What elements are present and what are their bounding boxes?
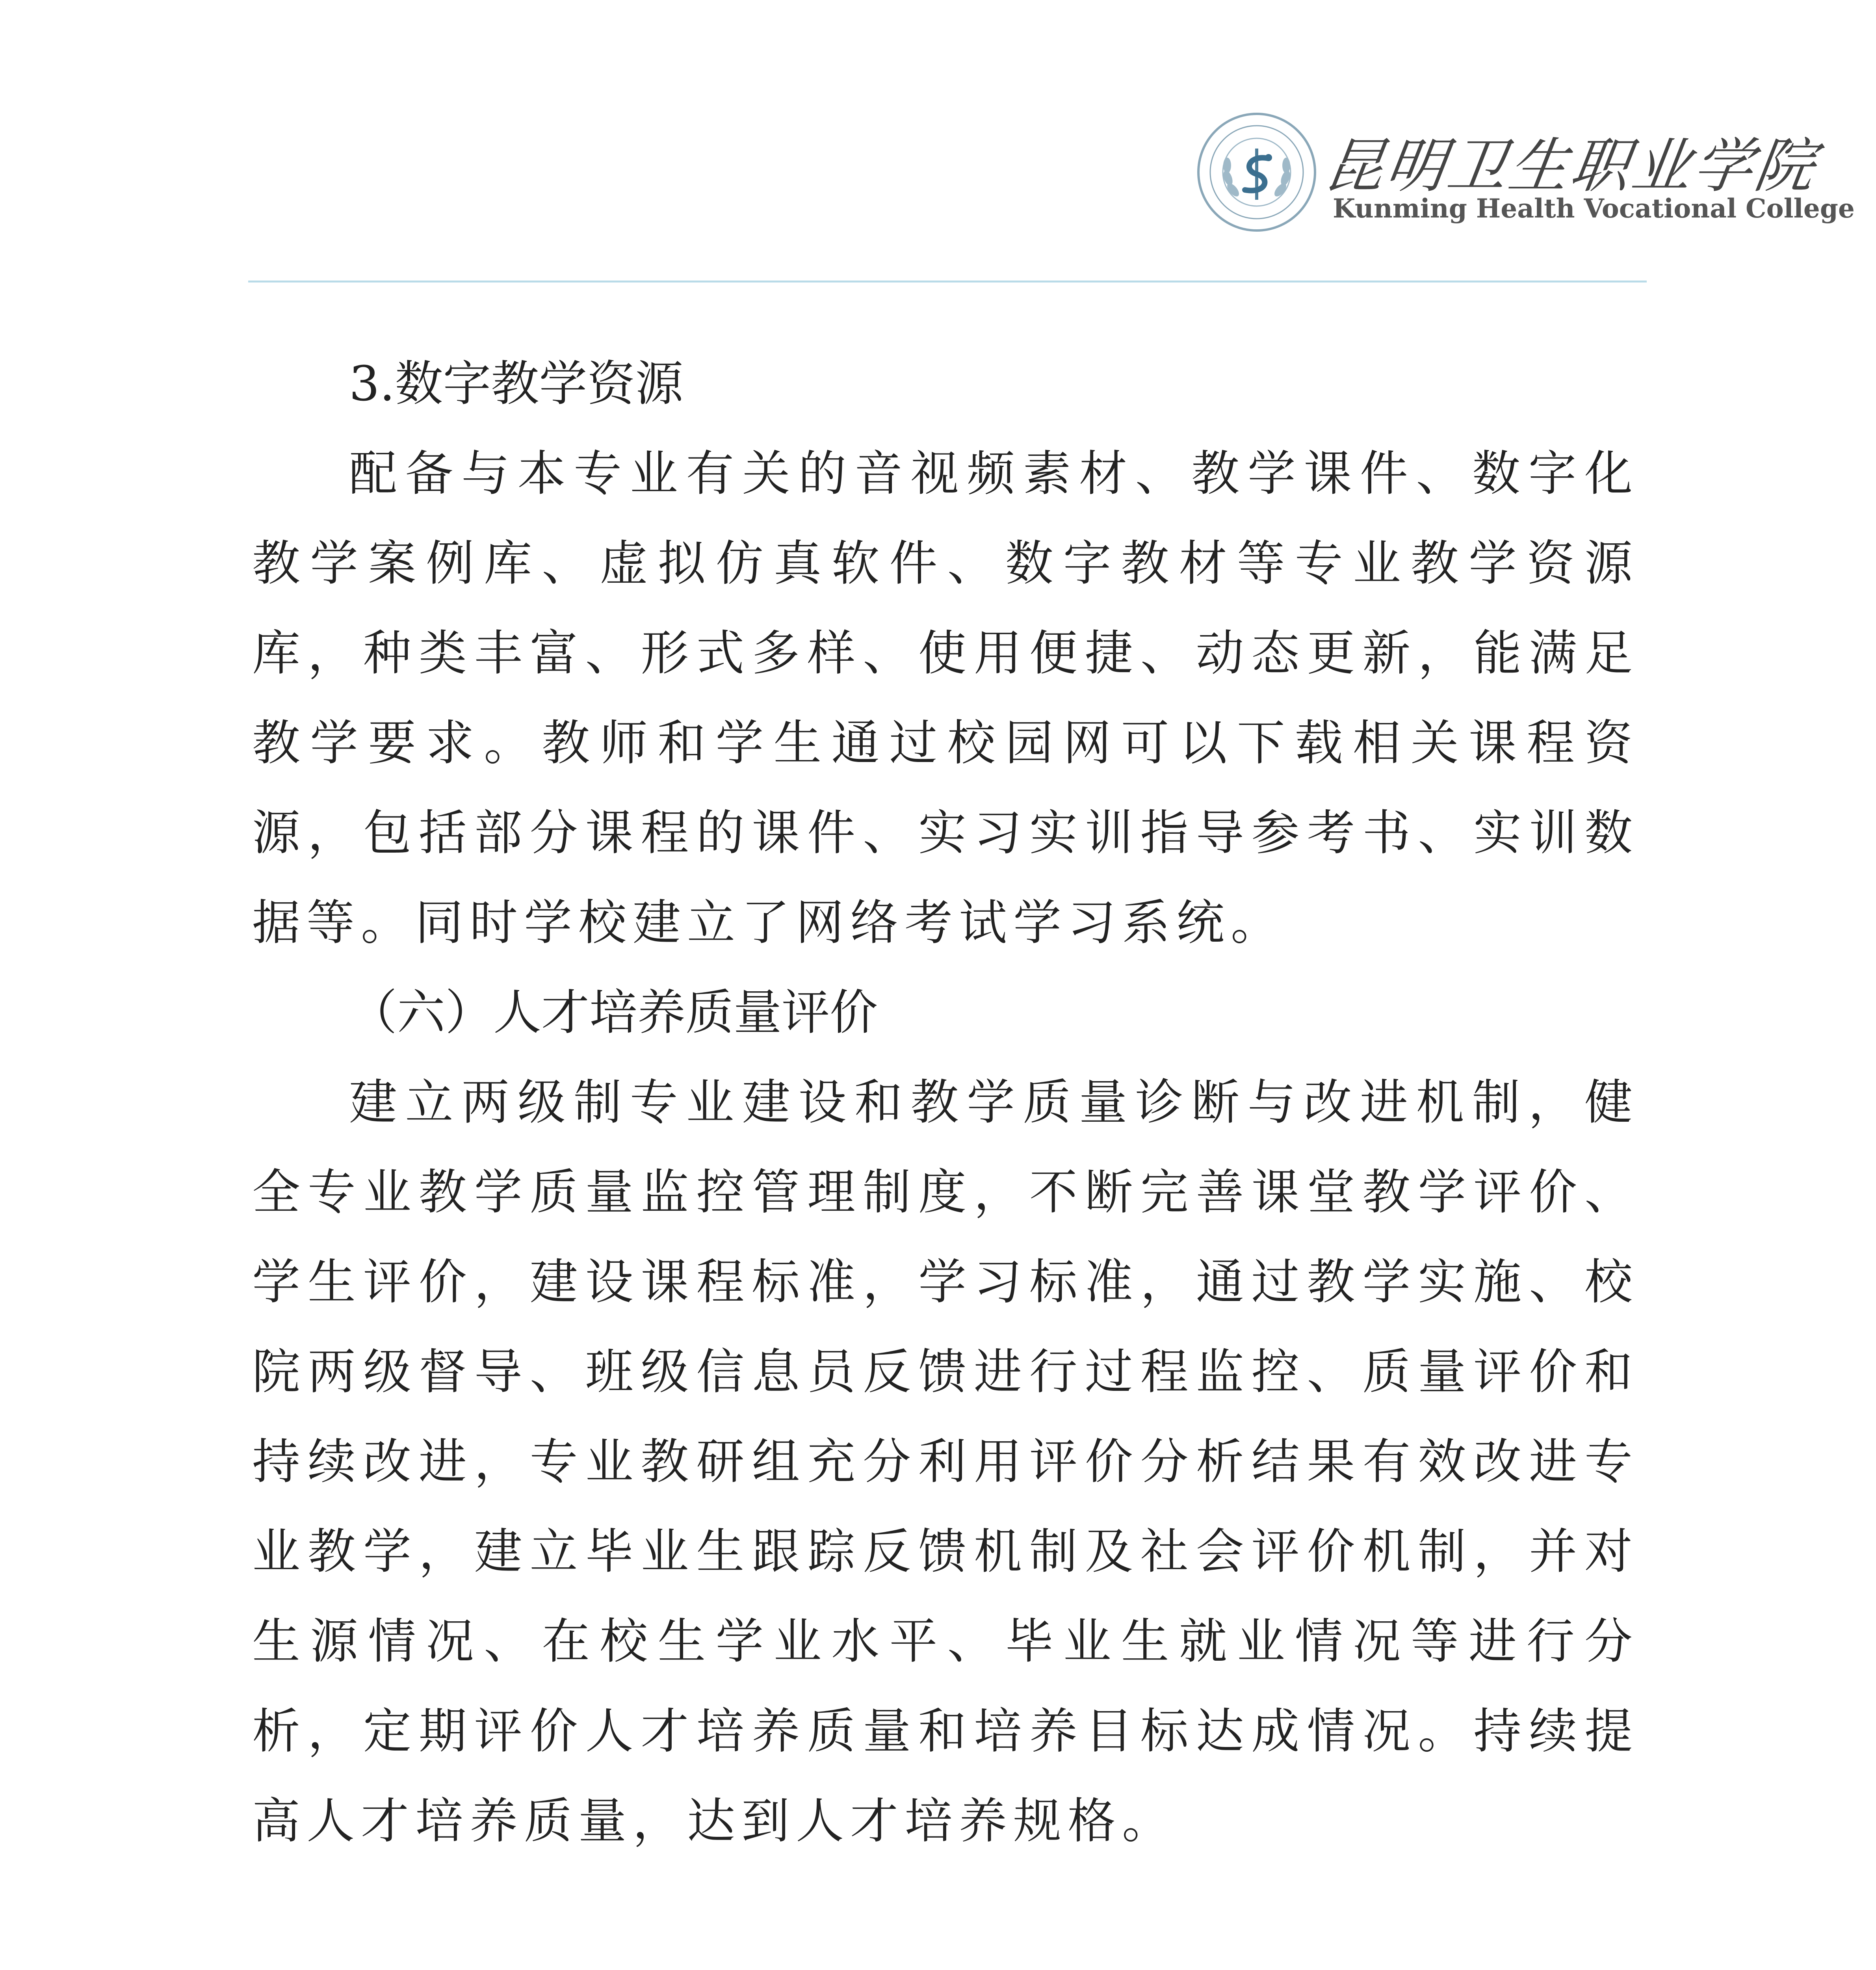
- paragraph-digital-resources: 配备与本专业有关的音视频素材、教学课件、数字化教学案例库、虚拟仿真软件、数字教材等专业教学资源库，种类丰富、形式多样、使用便捷、动态更新，能满足教学要求。教师和学生通过校园网可以下载相关课程资源，包括部分课程的课件、实习实训指导参考书、实训数据等。同时学校建立了网络考试学习系统。: [252, 446, 1639, 951]
- header-divider: [248, 281, 1647, 282]
- subsection-heading-digital-resources: 3.数字教学资源: [349, 356, 684, 412]
- section-heading-quality-evaluation: （六）人才培养质量评价: [349, 985, 878, 1041]
- paragraph-quality-evaluation: 建立两级制专业建设和教学质量诊断与改进机制，健全专业教学质量监控管理制度，不断完善课堂教学评价、学生评价，建设课程标准，学习标准，通过教学实施、校院两级督导、班级信息员反馈进行过程监控、质量评价和持续改进，专业教研组充分利用评价分析结果有效改进专业教学，建立毕业生跟踪反馈机制及社会评价机制，并对生源情况、在校生学业水平、毕业生就业情况等进行分析，定期评价人才培养质量和培养目标达成情况。持续提高人才培养质量，达到人才培养规格。: [252, 1074, 1639, 1849]
- page-header: [0, 0, 1876, 284]
- document-body: [252, 339, 1639, 1866]
- college-seal-icon: [1196, 111, 1318, 233]
- college-name-english: Kunming Health Vocational College: [1333, 193, 1855, 224]
- college-name-chinese: 昆明卫生职业学院: [1320, 132, 1822, 201]
